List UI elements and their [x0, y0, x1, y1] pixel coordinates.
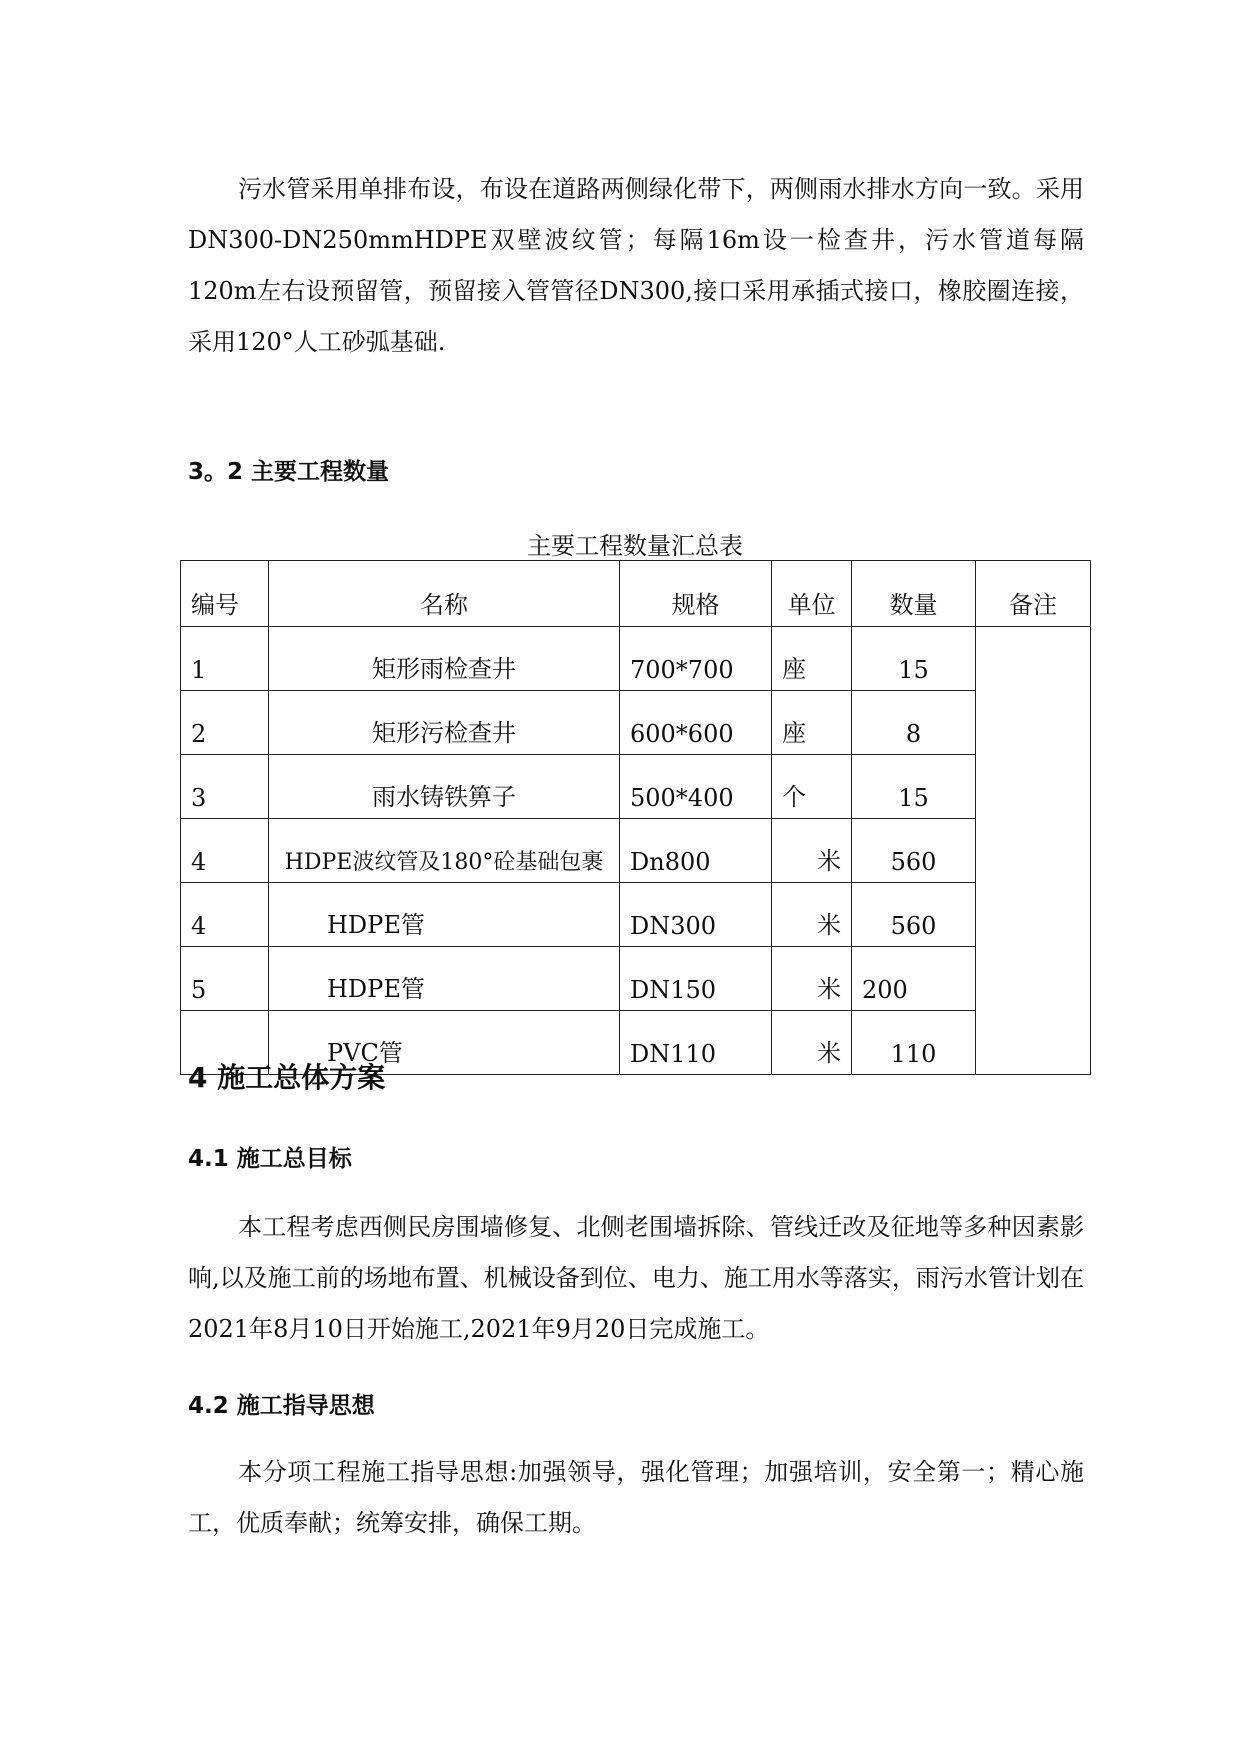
cell-no: 4 — [181, 819, 269, 883]
header-qty: 数量 — [852, 561, 976, 627]
cell-no: 4 — [181, 883, 269, 947]
table-row — [181, 883, 1091, 947]
cell-qty: 560 — [852, 883, 976, 947]
table-caption: 主要工程数量汇总表 — [527, 532, 743, 560]
cell-spec: 500*400 — [620, 755, 772, 819]
table-row — [181, 947, 1091, 1011]
cell-name: 矩形污检查井 — [269, 691, 620, 755]
cell-unit: 座 — [772, 627, 852, 691]
cell-qty: 110 — [852, 1011, 976, 1075]
table-row — [181, 691, 1091, 755]
cell-spec: Dn800 — [620, 819, 772, 883]
table-header-row — [181, 561, 1091, 627]
cell-qty: 200 — [852, 947, 976, 1011]
cell-note — [976, 627, 1091, 1075]
cell-spec: DN110 — [620, 1011, 772, 1075]
cell-unit: 个 — [772, 755, 852, 819]
cell-name: 雨水铸铁箅子 — [269, 755, 620, 819]
cell-no: 3 — [181, 755, 269, 819]
section-4-2-paragraph: 本分项工程施工指导思想:加强领导，强化管理；加强培训，安全第一；精心施工，优质奉献；统筹安排，确保工期。 — [188, 1458, 1084, 1537]
cell-no: 1 — [181, 627, 269, 691]
cell-unit: 米 — [772, 819, 852, 883]
cell-qty: 15 — [852, 627, 976, 691]
cell-name: PVC管 — [269, 1011, 620, 1075]
cell-name: 矩形雨检查井 — [269, 627, 620, 691]
header-unit: 单位 — [772, 561, 852, 627]
table-row — [181, 755, 1091, 819]
section-4-1-heading: 4.1 施工总目标 — [188, 1146, 352, 1172]
cell-unit: 米 — [772, 947, 852, 1011]
cell-qty: 8 — [852, 691, 976, 755]
cell-spec: DN150 — [620, 947, 772, 1011]
section-3-2-heading: 3。2 主要工程数量 — [188, 459, 390, 485]
table-row — [181, 627, 1091, 691]
cell-unit: 米 — [772, 1011, 852, 1075]
section-4-heading: 4 施工总体方案 — [188, 1061, 386, 1094]
header-spec: 规格 — [620, 561, 772, 627]
cell-unit: 座 — [772, 691, 852, 755]
cell-name: HDPE波纹管及180°砼基础包裹 — [269, 819, 620, 883]
intro-paragraph: 污水管采用单排布设，布设在道路两侧绿化带下，两侧雨水排水方向一致。采用DN300-DN250mmHDPE双壁波纹管；每隔16m设一检查井，污水管道每隔120m左右设预留管，预留接入管管径DN300,接口采用承插式接口，橡胶圈连接，采用120°人工砂弧基础. — [188, 175, 1084, 356]
cell-no: 5 — [181, 947, 269, 1011]
cell-qty: 560 — [852, 819, 976, 883]
cell-name: HDPE管 — [269, 883, 620, 947]
section-4-2-heading: 4.2 施工指导思想 — [188, 1393, 375, 1419]
header-note: 备注 — [976, 561, 1091, 627]
cell-qty: 15 — [852, 755, 976, 819]
cell-spec: 600*600 — [620, 691, 772, 755]
section-4-1-paragraph: 本工程考虑西侧民房围墙修复、北侧老围墙拆除、管线迁改及征地等多种因素影响,以及施工前的场地布置、机械设备到位、电力、施工用水等落实，雨污水管计划在2021年8月10日开始施工,2021年9月20日完成施工。 — [188, 1213, 1084, 1343]
cell-name: HDPE管 — [269, 947, 620, 1011]
cell-spec: DN300 — [620, 883, 772, 947]
cell-spec: 700*700 — [620, 627, 772, 691]
table-row — [181, 819, 1091, 883]
header-name: 名称 — [269, 561, 620, 627]
cell-no: 2 — [181, 691, 269, 755]
quantity-table — [180, 560, 1091, 1075]
cell-unit: 米 — [772, 883, 852, 947]
header-no: 编号 — [181, 561, 269, 627]
